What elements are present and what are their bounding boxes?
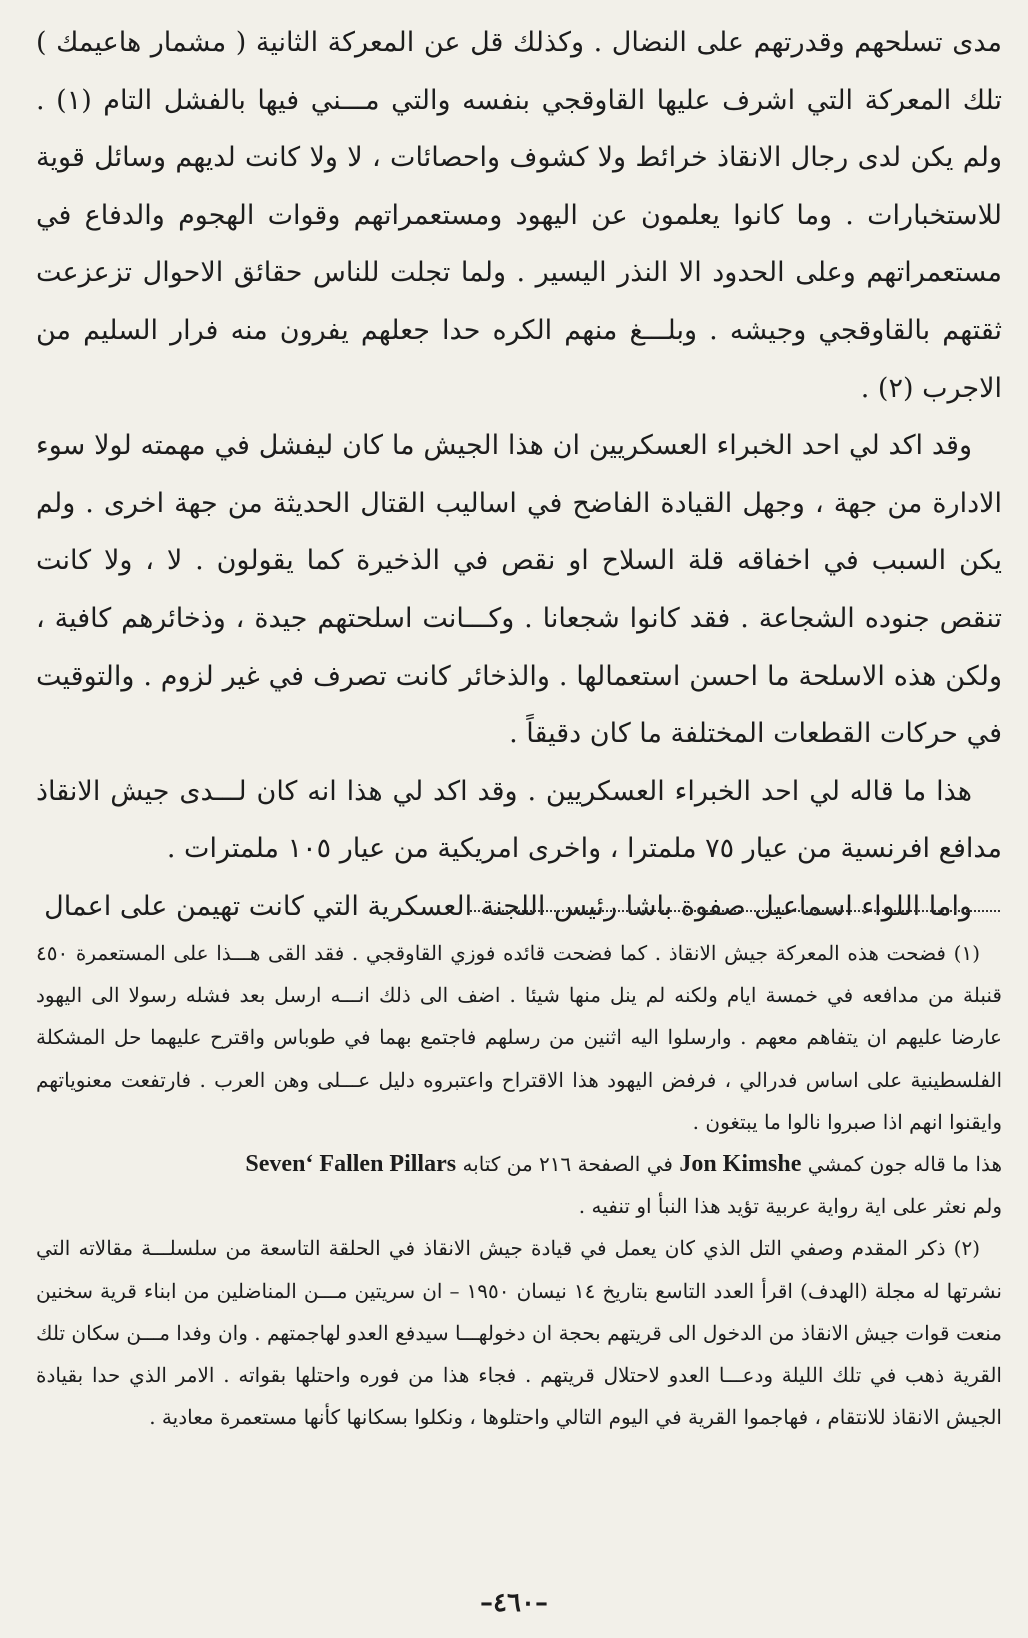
citation-author: Jon Kimshe	[679, 1151, 802, 1178]
footnotes	[36, 932, 1002, 1438]
footnote-2: (٢) ذكر المقدم وصفي التل الذي كان يعمل في قيادة جيش الانقاذ في الحلقة التاسعة من سلسلـــة مقالاته التي نشرتها له مجلة (الهدف) اقرأ العدد التاسع بتاريخ ١٤ نيسان ١٩٥٠ – ان سريتين مـــن المناضلين من ابناء قرية سخنين منعت قوات جيش الانقاذ من الدخول الى قريتهم بحجة ان دخولهـــا سيدفع العدو لهاجمتهم . وان وفدا مـــن سكان تلك القرية ذهب في تلك الليلة ودعـــا العدو لاحتلال قريتهم . فجاء هذا من فوره واحتلها بقواته . الامر الذي حدا بقيادة الجيش الانقاذ للانتقام ، فهاجموا القرية في اليوم التالي واحتلوها ، ونكلوا بسكانها كأنها مستعمرة معادية .	[36, 1236, 1003, 1430]
citation-start: هذا ما قاله جون كمشي	[807, 1152, 1002, 1177]
footnote-separator	[470, 910, 1000, 912]
footnote-1-citation	[36, 1143, 1002, 1185]
paragraph-3: هذا ما قاله لي احد الخبراء العسكريين . وقد اكد لي هذا انه كان لـــدى جيش الانقاذ مدافع افرنسية من عيار ٧٥ ملمترا ، واخرى امريكية من عيار ١٠٥ ملمترات .	[36, 775, 1002, 865]
paragraph-4: واما اللواء اسماعيل صفوة باشا رئيس اللجنة العسكرية التي كانت تهيمن على اعمال	[44, 890, 972, 922]
paragraph-1: مدى تسلحهم وقدرتهم على النضال . وكذلك قل عن المعركة الثانية ( مشمار هاعيمك ) تلك المعركة التي اشرف عليها القاوقجي بنفسه والتي مـــني فيها بالفشل التام (١) . ولم يكن لدى رجال الانقاذ خرائط ولا كشوف واحصائات ، لا ولا كانت لديهم وسائل قوية للاستخبارات . وما كانوا يعلمون عن اليهود ومستعمراتهم وقوات الهجوم والدفاع في مستعمراتهم وعلى الحدود الا النذر اليسير . ولما تجلت للناس حقائق الاحوال تزعزعت ثقتهم بالقاوقجي وجيشه . وبلـــغ منهم الكره حدا جعلهم يفرون منه فرار السليم من الاجرب (٢) .	[36, 27, 1002, 404]
citation-book-title: Seven‘ Fallen Pillars	[245, 1151, 457, 1178]
footnote-1: (١) فضحت هذه المعركة جيش الانقاذ . كما فضحت قائده فوزي القاوقجي . فقد القى هـــذا على المستعمرة ٤٥٠ قنبلة من مدافعه في خمسة ايام ولكنه لم ينل منها شيئا . اضف الى ذلك انـــه ارسل بعد فشله رسولا الى اليهود عارضا عليهم ان يتفاهم معهم . وارسلوا اليه اثنين من رسلهم فاجتمع بهما في طوباس واقترح عليهما حل المشكلة الفلسطينية على اساس فدرالي ، فرفض اليهود هذا الاقتراح واعتبروه دليل عـــلى وهن العرب . فارتفعت معنوياتهم وايقنوا انهم اذا صبروا نالوا ما يبتغون .	[36, 941, 1002, 1134]
main-text	[36, 14, 1002, 936]
citation-page: في الصفحة ٢١٦ من كتابه	[462, 1152, 673, 1177]
footnote-1-end: ولم نعثر على اية رواية عربية تؤيد هذا النبأ او تنفيه .	[578, 1194, 1002, 1219]
paragraph-2: وقد اكد لي احد الخبراء العسكريين ان هذا الجيش ما كان ليفشل في مهمته لولا سوء الادارة من جهة ، وجهل القيادة الفاضح في اساليب القتال الحديثة من جهة اخرى . ولم يكن السبب في اخفاقه قلة السلاح او نقص في الذخيرة كما يقولون . لا ، ولا كانت تنقص جنوده الشجاعة . فقد كانوا شجعانا . وكـــانت اسلحتهم جيدة ، وذخائرهم كافية ، ولكن هذه الاسلحة ما احسن استعمالها . والذخائر كانت تصرف في غير لزوم . والتوقيت في حركات القطعات المختلفة ما كان دقيقاً .	[36, 430, 1002, 750]
page-number: –٤٦٠–	[480, 1588, 548, 1618]
